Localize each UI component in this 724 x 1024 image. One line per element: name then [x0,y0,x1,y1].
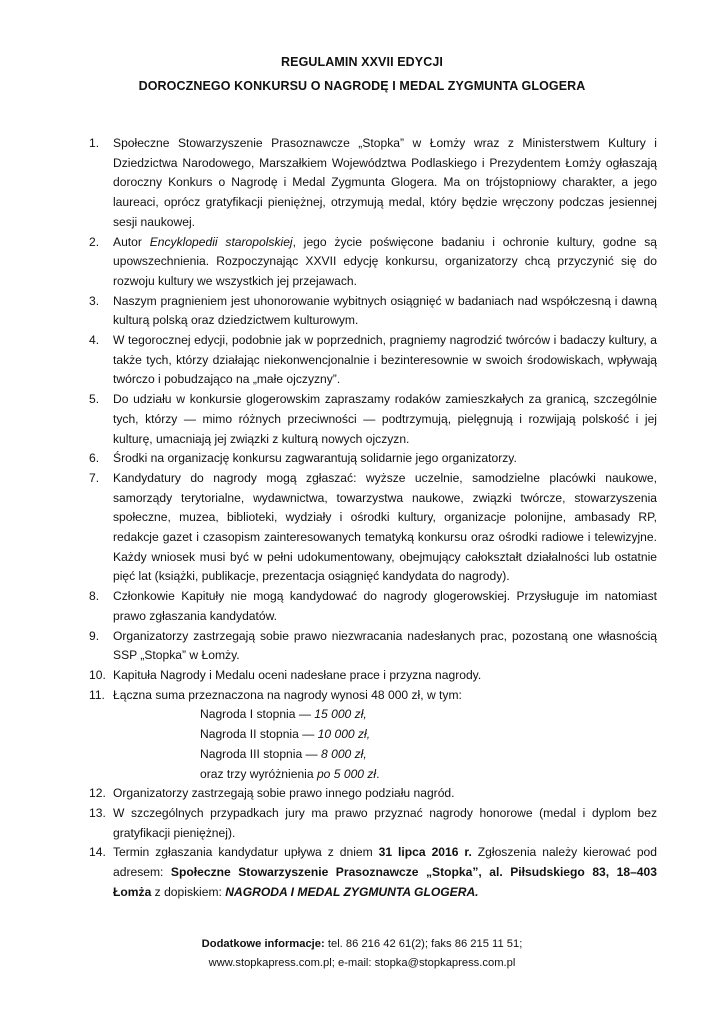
rule-item-13 [89,804,657,843]
rules-list [89,134,657,902]
rule-number: 13. [89,805,106,820]
rule-number: 2. [89,234,100,249]
rule-text-after: , jego życie poświęcone badaniu i ochronie kultury, godne są upowszechnienia. Rozpoczynając XXVII edycję konkursu, organizatorzy chcą przyczynić się do rozwoju kultury we wszystkich jej przejawach. [113,234,657,288]
prize-line-3 [89,745,657,765]
rule-number: 8. [89,589,100,604]
rule-item-12 [89,784,657,804]
rule-item-5 [89,390,657,449]
note-intro: z dopiskiem: [151,884,226,899]
document-title-line2: DOROCZNEGO KONKURSU O NAGRODĘ I MEDAL ZYGMUNTA GLOGERA [138,79,586,93]
prize-amount: 10 000 zł, [317,727,371,742]
rule-text-before: Autor [113,234,150,249]
rule-item-14 [89,843,657,902]
rule-number: 5. [89,392,100,407]
rule-number: 14. [89,845,106,860]
prize-line-4 [89,765,657,785]
rule-item-9 [89,627,657,666]
rule-text: Środki na organizację konkursu zagwarantują solidarnie jego organizatorzy. [113,451,517,466]
prize-label: Nagroda I stopnia — [200,707,315,722]
rule-number: 7. [89,470,100,485]
rule-text-italic: Encyklopedii staropolskiej [149,234,293,249]
rule-text: Do udziału w konkursie glogerowskim zapraszamy rodaków zamieszkałych za granicą, szczególnie tych, którzy — mimo różnych przeciwności — podtrzymują, pielęgnują i rozwijają polskość i jej kulturę, umacniają jej związki z kulturą nowych ojczyzn. [113,392,657,446]
rule-number: 10. [89,667,106,682]
rule-item-3 [89,292,657,331]
deadline-date: 31 lipca 2016 r. [378,845,472,860]
rule-item-4 [89,331,657,390]
rule-item-7 [89,469,657,587]
rule-text: W tegorocznej edycji, podobnie jak w poprzednich, pragniemy nagrodzić twórców i badaczy kultury, a także tych, którzy działając niekonwencjonalnie i bezinteresownie w swoich środowiskach, wpływają twórczo i pobudzająco na „małe ojczyzny”. [113,333,657,387]
rule-item-1 [89,134,657,233]
prize-tail: . [376,766,380,781]
envelope-note: NAGRODA I MEDAL ZYGMUNTA GLOGERA. [225,884,479,899]
rule-item-6 [89,449,657,469]
rule-item-2 [89,233,657,292]
address-intro: Zgłoszenia należy kierować pod adresem: [113,845,657,880]
deadline-text: Termin zgłaszania kandydatur upływa z dniem [113,845,379,860]
prize-amount: po 5 000 zł [316,766,377,781]
rule-number: 1. [89,136,100,150]
prize-line-1 [89,705,657,725]
rule-number: 4. [89,333,100,348]
rule-number: 6. [89,451,100,466]
rule-number: 3. [89,293,100,308]
rule-item-8 [89,587,657,626]
footer-contact-line2: www.stopkapress.com.pl; e-mail: stopka@stopkapress.com.pl [208,957,516,969]
footer-label: Dodatkowe informacje: [201,938,325,950]
rule-text: Organizatorzy zastrzegają sobie prawo niezwracania nadesłanych prac, pozostaną one własnością SSP „Stopka” w Łomży. [113,628,657,663]
footer-phone-fax: tel. 86 216 42 61(2); faks 86 215 11 51; [324,938,523,950]
rule-text: Kandydatury do nagrody mogą zgłaszać: wyższe uczelnie, samodzielne placówki naukowe, samorządy terytorialne, wydawnictwa, towarzystwa naukowe, związki twórcze, stowarzyszenia społeczne, muzea, biblioteki, wydziały i ośrodki kultury, organizacje polonijne, ambasady RP, redakcje gazet i czasopism zainteresowanych tematyką konkursu oraz ośrodki radiowe i telewizyjne. Każdy wniosek musi być w pełni udokumentowany, obejmujący całokształt działalności lub ostatnie pięć lat (książki, publikacje, prezentacja osiągnięć kandydata do nagrody). [113,470,657,584]
rule-text: W szczególnych przypadkach jury ma prawo przyznać nagrody honorowe (medal i dyplom bez gratyfikacji pieniężnej). [113,805,657,840]
document-title-line1: REGULAMIN XXVII EDYCJI [281,55,443,69]
prize-label: oraz trzy wyróżnienia [200,766,317,781]
rule-number: 12. [89,786,106,801]
footer-contact-line1 [0,935,724,955]
rule-item-10 [89,666,657,686]
rule-item-11 [89,686,657,706]
rule-text: Naszym pragnieniem jest uhonorowanie wybitnych osiągnięć w badaniach nad współczesną i dawną kulturą polską oraz dziedzictwem kulturowym. [113,293,657,328]
prize-amount: 15 000 zł, [314,707,367,722]
mailing-address: Społeczne Stowarzyszenie Prasoznawcze „Stopka”, al. Piłsudskiego 83, 18–403 Łomża [113,865,657,899]
prize-label: Nagroda II stopnia — [200,727,318,742]
rule-text: Kapituła Nagrody i Medalu oceni nadesłane prace i przyzna nagrody. [113,667,482,682]
rule-text: Społeczne Stowarzyszenie Prasoznawcze „Stopka” w Łomży wraz z Ministerstwem Kultury i Dziedzictwa Narodowego, Marszałkiem Województwa Podlaskiego i Prezydentem Łomży ogłaszają doroczny Konkurs o Nagrodę i Medal Zygmunta Glogera. Ma on trójstopniowy charakter, a jego laureaci, oprócz gratyfikacji pieniężnej, otrzymują medal, który będzie wręczony podczas jesiennej sesji naukowej. [113,136,657,229]
rule-text: Członkowie Kapituły nie mogą kandydować do nagrody glogerowskiej. Przysługuje im natomiast prawo zgłaszania kandydatów. [113,589,657,623]
rule-text: Łączna suma przeznaczona na nagrody wynosi 48 000 zł, w tym: [113,687,462,702]
prize-line-2 [89,725,657,745]
rule-number: 11. [89,687,105,702]
prize-amount: 8 000 zł, [321,746,367,761]
rule-number: 9. [89,628,100,643]
rule-text: Organizatorzy zastrzegają sobie prawo innego podziału nagród. [113,786,455,801]
prize-label: Nagroda III stopnia — [200,746,322,761]
